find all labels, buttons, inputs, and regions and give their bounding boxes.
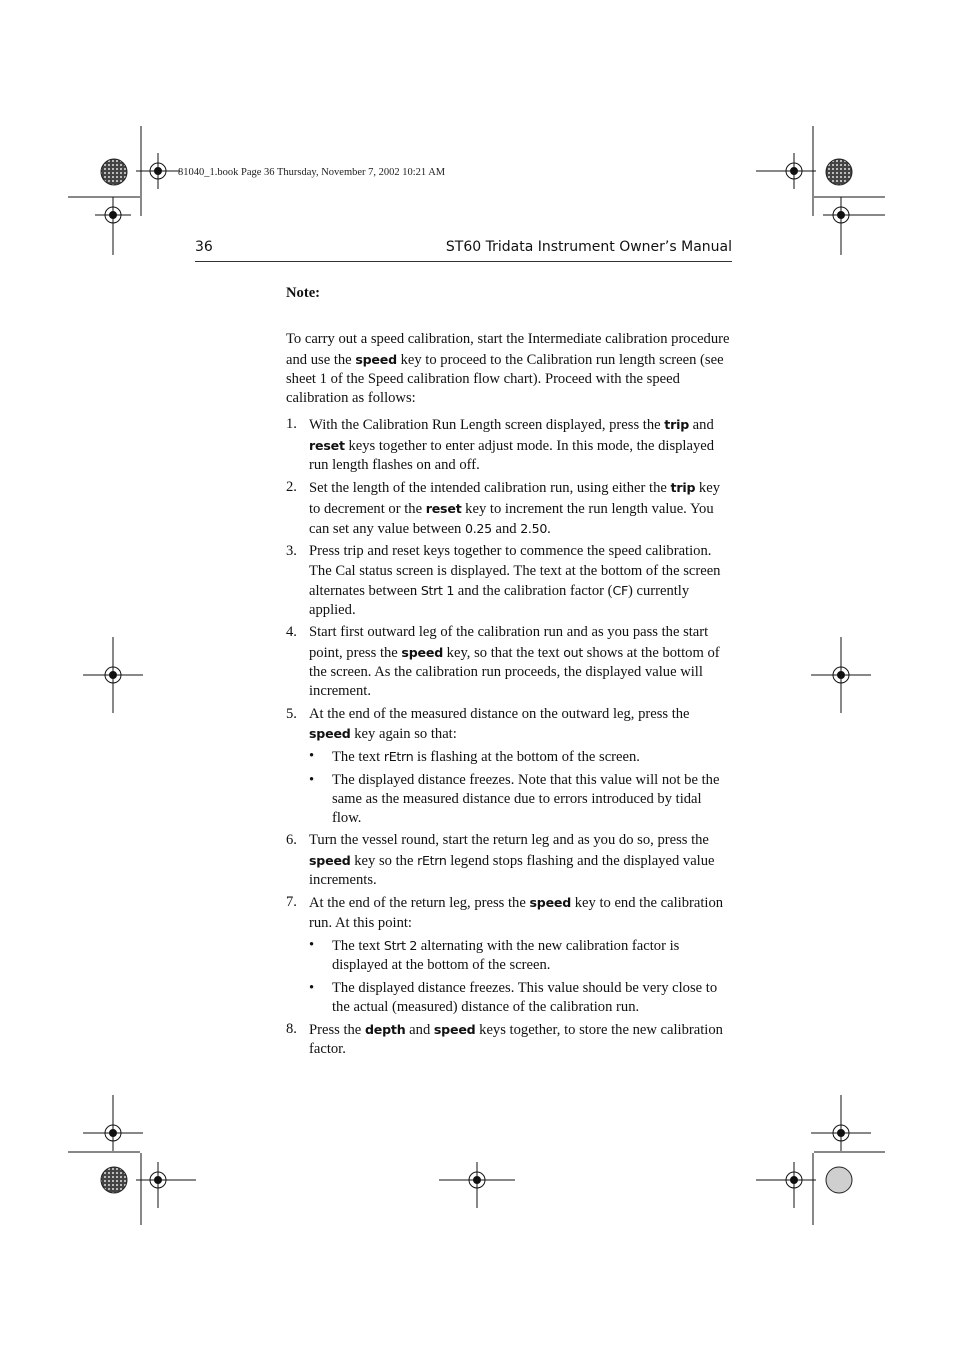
step-number: 7. <box>286 894 297 911</box>
step-number: 2. <box>286 479 297 496</box>
bullet-glyph: • <box>309 979 315 996</box>
step-number: 6. <box>286 832 297 849</box>
key-name: reset <box>425 500 462 516</box>
bullet-item: • The text Strt 2 alternating with the new calibration factor is displayed at the bottom of the screen. <box>309 936 680 974</box>
step-number: 3. <box>286 543 297 560</box>
step-number: 5. <box>286 705 297 722</box>
display-text: rEtrn <box>417 852 447 868</box>
bullet-item: • The displayed distance freezes. Note that this value will not be the same as the measured distance due to errors introduced by tidal flow. <box>309 771 720 827</box>
step-3: 3. Press trip and reset keys together to commence the speed calibration. The Cal status screen is displayed. The text at the bottom of the screen alternates between Strt 1 and the calibration factor (CF) currently applied. <box>286 543 721 619</box>
step-number: 4. <box>286 624 297 641</box>
key-name: reset <box>309 437 345 453</box>
step-8: 8. Press the depth and speed keys together, to store the new calibration factor. <box>286 1021 723 1058</box>
page-number: 36 <box>195 239 213 255</box>
display-text: out <box>563 644 583 660</box>
running-header-title: ST60 Tridata Instrument Owner’s Manual <box>445 239 732 255</box>
key-name: speed <box>401 644 444 660</box>
bullet-item: • The text rEtrn is flashing at the bottom of the screen. <box>309 748 640 766</box>
page-body <box>286 284 732 1063</box>
display-text: Strt 2 <box>383 937 418 953</box>
bullet-glyph: • <box>309 748 315 765</box>
key-name: trip <box>670 480 696 496</box>
bullet-glyph: • <box>309 936 315 953</box>
bullet-item: • The displayed distance freezes. This value should be very close to the actual (measured) distance of the calibration run. <box>309 979 718 1015</box>
key-name: depth <box>364 1022 406 1038</box>
display-text: 2.50 <box>520 520 548 536</box>
calibration-steps <box>286 415 732 1059</box>
display-text: 0.25 <box>465 520 492 536</box>
print-slug: 81040_1.book Page 36 Thursday, November 7, 2002 10:21 AM <box>178 167 446 178</box>
bullet-glyph: • <box>309 771 315 788</box>
key-name: speed <box>529 895 572 911</box>
display-text: rEtrn <box>383 749 414 765</box>
step-5: 5. At the end of the measured distance on the outward leg, press the speed key again so that: • The text rEtrn is flashing at the bottom of the screen. • The displayed distance freezes. Note that this value will not be the same as the measured distance due to errors introduced by tidal flow. <box>286 705 732 829</box>
display-text: Strt 1 <box>420 582 455 598</box>
note-label: Note: <box>286 285 321 301</box>
key-name: speed <box>433 1022 476 1038</box>
header-rule <box>195 261 732 262</box>
step-number: 8. <box>286 1021 297 1038</box>
intro-paragraph: To carry out a speed calibration, start the Intermediate calibration procedure and use the speed key to proceed to the Calibration run length screen (see sheet 1 of the Speed calibration flow chart). Proceed with the speed calibration as follows: <box>286 331 730 407</box>
step-4: 4. Start first outward leg of the calibration run and as you pass the start point, press the speed key, so that the text out shows at the bottom of the screen. As the calibration run proceeds, the displayed value will increment. <box>286 624 720 700</box>
key-name: speed <box>309 725 351 741</box>
step-7-bullets <box>309 936 732 1017</box>
display-text: CF <box>612 582 628 598</box>
step-1: 1. With the Calibration Run Length screen displayed, press the trip and reset keys together to enter adjust mode. In this mode, the displayed run length flashes on and off. <box>286 416 715 474</box>
key-name: trip <box>664 417 690 433</box>
key-name: speed <box>355 351 397 367</box>
step-2: 2. Set the length of the intended calibration run, using either the trip key to decrement or the reset key to increment the run length value. You can set any value between 0.25 and 2.50. <box>286 479 721 537</box>
key-name: speed <box>309 852 351 868</box>
step-6: 6. Turn the vessel round, start the return leg and as you do so, press the speed key so the rEtrn legend stops flashing and the displayed value increments. <box>286 832 715 889</box>
step-5-bullets <box>309 747 732 828</box>
step-number: 1. <box>286 416 297 433</box>
step-7: 7. At the end of the return leg, press the speed key to end the calibration run. At this point: • The text Strt 2 alternating with the new calibration factor is displayed at the bottom of the screen. • The displayed distance freezes. This value should be very close to the actual (measured) distance of the calibration run. <box>286 893 732 1017</box>
